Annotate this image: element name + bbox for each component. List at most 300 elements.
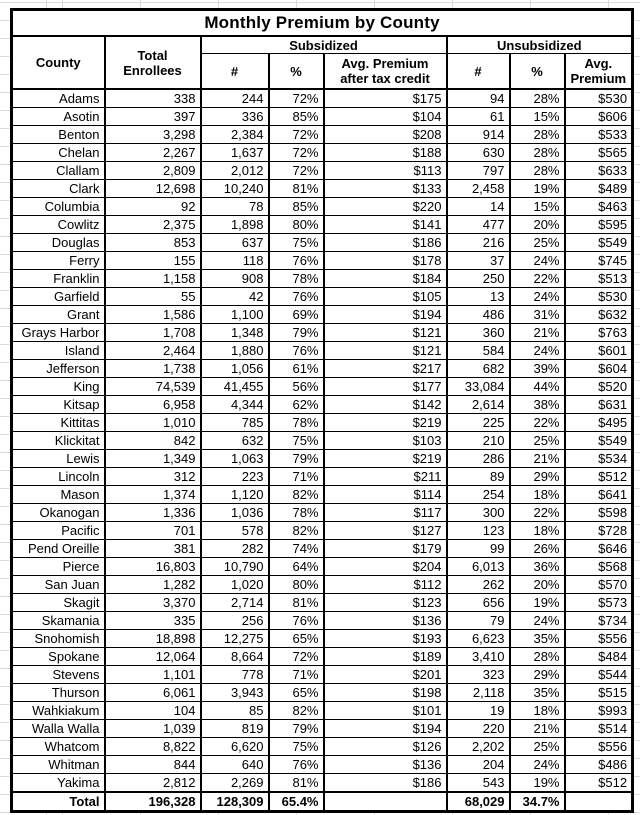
table-row — [12, 684, 633, 702]
table-row — [12, 612, 633, 630]
cell-total-enrollees: 338 — [105, 89, 201, 108]
cell-unsubsidized-pct: 25% — [510, 234, 565, 252]
cell-subsidized-avg-premium: $141 — [324, 216, 447, 234]
cell-unsubsidized-pct: 18% — [510, 702, 565, 720]
cell-county: Skagit — [12, 594, 105, 612]
cell-county: Okanogan — [12, 504, 105, 522]
cell-unsubsidized-avg-premium: $530 — [565, 288, 633, 306]
cell-subsidized-avg-premium: $179 — [324, 540, 447, 558]
cell-subsidized-avg-premium: $136 — [324, 612, 447, 630]
cell-unsubsidized-pct: 36% — [510, 558, 565, 576]
cell-total-enrollees: 1,708 — [105, 324, 201, 342]
cell-unsubsidized-pct: 29% — [510, 468, 565, 486]
cell-subsidized-avg-premium: $184 — [324, 270, 447, 288]
cell-unsubsidized-pct: 15% — [510, 198, 565, 216]
cell-subsidized-count: 8,664 — [201, 648, 269, 666]
cell-subsidized-pct: 72% — [269, 89, 324, 108]
cell-county: Lincoln — [12, 468, 105, 486]
cell-unsubsidized-avg-premium: $556 — [565, 738, 633, 756]
cell-unsubsidized-avg-premium: $763 — [565, 324, 633, 342]
cell-unsubsidized-pct: 28% — [510, 162, 565, 180]
cell-subsidized-count: 4,344 — [201, 396, 269, 414]
cell-county: Island — [12, 342, 105, 360]
cell-unsubsidized-count: 37 — [447, 252, 510, 270]
cell-total-enrollees: 18,898 — [105, 630, 201, 648]
cell-unsubsidized-count: 254 — [447, 486, 510, 504]
cell-county: Yakima — [12, 774, 105, 793]
cell-unsubsidized-pct: 18% — [510, 486, 565, 504]
cell-unsubsidized-avg-premium: $631 — [565, 396, 633, 414]
cell-county: Stevens — [12, 666, 105, 684]
cell-subsidized-pct: 71% — [269, 666, 324, 684]
cell-unsubsidized-avg-premium — [565, 792, 633, 812]
cell-subsidized-avg-premium: $126 — [324, 738, 447, 756]
cell-total-enrollees: 853 — [105, 234, 201, 252]
cell-total-enrollees: 1,586 — [105, 306, 201, 324]
cell-total-enrollees: 12,064 — [105, 648, 201, 666]
header-group-subsidized: Subsidized — [201, 36, 447, 54]
table-row — [12, 342, 633, 360]
title-row — [12, 10, 633, 37]
table-row — [12, 180, 633, 198]
cell-subsidized-pct: 79% — [269, 324, 324, 342]
table-body — [12, 89, 633, 812]
cell-unsubsidized-pct: 44% — [510, 378, 565, 396]
monthly-premium-table — [10, 8, 634, 813]
cell-subsidized-count: 1,348 — [201, 324, 269, 342]
cell-subsidized-avg-premium: $114 — [324, 486, 447, 504]
cell-county: Chelan — [12, 144, 105, 162]
cell-unsubsidized-count: 477 — [447, 216, 510, 234]
table-row — [12, 89, 633, 108]
header-subsidized-count: # — [201, 54, 269, 90]
cell-subsidized-avg-premium: $193 — [324, 630, 447, 648]
cell-county: King — [12, 378, 105, 396]
table-row — [12, 144, 633, 162]
table-title: Monthly Premium by County — [12, 10, 633, 37]
cell-total-enrollees: 92 — [105, 198, 201, 216]
table-row — [12, 594, 633, 612]
cell-unsubsidized-avg-premium: $533 — [565, 126, 633, 144]
cell-subsidized-pct: 72% — [269, 144, 324, 162]
cell-subsidized-count: 85 — [201, 702, 269, 720]
cell-unsubsidized-avg-premium: $495 — [565, 414, 633, 432]
cell-subsidized-count: 282 — [201, 540, 269, 558]
cell-unsubsidized-count: 79 — [447, 612, 510, 630]
cell-total-enrollees: 1,374 — [105, 486, 201, 504]
cell-subsidized-avg-premium: $117 — [324, 504, 447, 522]
cell-total-enrollees: 55 — [105, 288, 201, 306]
cell-unsubsidized-count: 13 — [447, 288, 510, 306]
cell-county: Pacific — [12, 522, 105, 540]
cell-subsidized-pct: 81% — [269, 774, 324, 793]
cell-unsubsidized-pct: 26% — [510, 540, 565, 558]
cell-unsubsidized-count: 300 — [447, 504, 510, 522]
cell-total-enrollees: 3,370 — [105, 594, 201, 612]
cell-subsidized-avg-premium: $177 — [324, 378, 447, 396]
cell-county: Lewis — [12, 450, 105, 468]
cell-unsubsidized-pct: 28% — [510, 89, 565, 108]
cell-county: Klickitat — [12, 432, 105, 450]
cell-unsubsidized-pct: 31% — [510, 306, 565, 324]
cell-unsubsidized-pct: 28% — [510, 126, 565, 144]
cell-total-enrollees: 1,158 — [105, 270, 201, 288]
cell-subsidized-pct: 78% — [269, 270, 324, 288]
cell-unsubsidized-avg-premium: $734 — [565, 612, 633, 630]
cell-unsubsidized-count: 61 — [447, 108, 510, 126]
table-row — [12, 324, 633, 342]
cell-subsidized-count: 10,790 — [201, 558, 269, 576]
table-row — [12, 630, 633, 648]
cell-subsidized-count: 632 — [201, 432, 269, 450]
cell-subsidized-pct: 65% — [269, 630, 324, 648]
cell-unsubsidized-avg-premium: $512 — [565, 774, 633, 793]
cell-county: Spokane — [12, 648, 105, 666]
cell-subsidized-pct: 75% — [269, 738, 324, 756]
cell-subsidized-avg-premium: $127 — [324, 522, 447, 540]
cell-unsubsidized-pct: 24% — [510, 612, 565, 630]
table-row — [12, 252, 633, 270]
cell-subsidized-avg-premium: $105 — [324, 288, 447, 306]
cell-county: Clark — [12, 180, 105, 198]
cell-subsidized-pct: 72% — [269, 126, 324, 144]
cell-unsubsidized-count: 2,202 — [447, 738, 510, 756]
cell-county: Whatcom — [12, 738, 105, 756]
table-row — [12, 486, 633, 504]
cell-county: Snohomish — [12, 630, 105, 648]
cell-unsubsidized-pct: 21% — [510, 720, 565, 738]
cell-unsubsidized-avg-premium: $520 — [565, 378, 633, 396]
cell-subsidized-count: 128,309 — [201, 792, 269, 812]
cell-subsidized-avg-premium: $204 — [324, 558, 447, 576]
cell-unsubsidized-avg-premium: $646 — [565, 540, 633, 558]
cell-county: Franklin — [12, 270, 105, 288]
cell-subsidized-count: 256 — [201, 612, 269, 630]
cell-total-enrollees: 1,738 — [105, 360, 201, 378]
cell-subsidized-count: 1,880 — [201, 342, 269, 360]
cell-unsubsidized-count: 2,118 — [447, 684, 510, 702]
cell-unsubsidized-pct: 24% — [510, 342, 565, 360]
cell-unsubsidized-count: 250 — [447, 270, 510, 288]
cell-subsidized-count: 1,056 — [201, 360, 269, 378]
cell-unsubsidized-pct: 34.7% — [510, 792, 565, 812]
table-row — [12, 162, 633, 180]
cell-subsidized-avg-premium: $219 — [324, 414, 447, 432]
cell-subsidized-pct: 65.4% — [269, 792, 324, 812]
cell-subsidized-pct: 80% — [269, 576, 324, 594]
cell-unsubsidized-count: 360 — [447, 324, 510, 342]
cell-subsidized-count: 640 — [201, 756, 269, 774]
table-row — [12, 450, 633, 468]
cell-subsidized-pct: 64% — [269, 558, 324, 576]
cell-subsidized-count: 3,943 — [201, 684, 269, 702]
cell-subsidized-pct: 75% — [269, 432, 324, 450]
cell-subsidized-pct: 71% — [269, 468, 324, 486]
cell-subsidized-pct: 76% — [269, 612, 324, 630]
cell-subsidized-avg-premium — [324, 792, 447, 812]
cell-unsubsidized-pct: 29% — [510, 666, 565, 684]
cell-subsidized-count: 12,275 — [201, 630, 269, 648]
cell-unsubsidized-avg-premium: $513 — [565, 270, 633, 288]
cell-subsidized-count: 819 — [201, 720, 269, 738]
cell-total-enrollees: 381 — [105, 540, 201, 558]
table-row — [12, 666, 633, 684]
cell-subsidized-avg-premium: $219 — [324, 450, 447, 468]
cell-subsidized-count: 78 — [201, 198, 269, 216]
cell-total-enrollees: 16,803 — [105, 558, 201, 576]
cell-unsubsidized-avg-premium: $530 — [565, 89, 633, 108]
table-row — [12, 558, 633, 576]
cell-subsidized-pct: 82% — [269, 522, 324, 540]
cell-unsubsidized-count: 630 — [447, 144, 510, 162]
cell-unsubsidized-count: 914 — [447, 126, 510, 144]
table-row — [12, 738, 633, 756]
cell-unsubsidized-avg-premium: $573 — [565, 594, 633, 612]
cell-total-enrollees: 2,464 — [105, 342, 201, 360]
header-unsubsidized-pct: % — [510, 54, 565, 90]
cell-county: Walla Walla — [12, 720, 105, 738]
cell-subsidized-avg-premium: $123 — [324, 594, 447, 612]
cell-unsubsidized-count: 210 — [447, 432, 510, 450]
cell-subsidized-count: 1,637 — [201, 144, 269, 162]
cell-subsidized-avg-premium: $194 — [324, 720, 447, 738]
table-row — [12, 702, 633, 720]
cell-unsubsidized-count: 682 — [447, 360, 510, 378]
cell-subsidized-count: 1,036 — [201, 504, 269, 522]
cell-unsubsidized-pct: 20% — [510, 576, 565, 594]
cell-subsidized-avg-premium: $198 — [324, 684, 447, 702]
cell-subsidized-pct: 72% — [269, 162, 324, 180]
cell-unsubsidized-count: 123 — [447, 522, 510, 540]
table-row — [12, 234, 633, 252]
cell-total-enrollees: 12,698 — [105, 180, 201, 198]
cell-subsidized-count: 42 — [201, 288, 269, 306]
cell-subsidized-avg-premium: $175 — [324, 89, 447, 108]
cell-unsubsidized-avg-premium: $601 — [565, 342, 633, 360]
cell-county: Benton — [12, 126, 105, 144]
cell-total-enrollees: 842 — [105, 432, 201, 450]
cell-subsidized-count: 244 — [201, 89, 269, 108]
cell-unsubsidized-avg-premium: $515 — [565, 684, 633, 702]
cell-subsidized-count: 1,020 — [201, 576, 269, 594]
cell-subsidized-count: 1,063 — [201, 450, 269, 468]
cell-total-enrollees: 3,298 — [105, 126, 201, 144]
cell-subsidized-pct: 82% — [269, 702, 324, 720]
cell-unsubsidized-pct: 35% — [510, 630, 565, 648]
cell-total-enrollees: 397 — [105, 108, 201, 126]
cell-unsubsidized-count: 204 — [447, 756, 510, 774]
cell-county: Kitsap — [12, 396, 105, 414]
table-header — [12, 10, 633, 90]
table-row — [12, 468, 633, 486]
cell-total-enrollees: 2,375 — [105, 216, 201, 234]
table-row — [12, 648, 633, 666]
cell-unsubsidized-count: 94 — [447, 89, 510, 108]
cell-subsidized-count: 578 — [201, 522, 269, 540]
cell-county: Pierce — [12, 558, 105, 576]
cell-unsubsidized-pct: 19% — [510, 180, 565, 198]
cell-subsidized-pct: 81% — [269, 594, 324, 612]
cell-county: Grant — [12, 306, 105, 324]
cell-subsidized-count: 2,269 — [201, 774, 269, 793]
cell-county: Grays Harbor — [12, 324, 105, 342]
table-row — [12, 270, 633, 288]
cell-unsubsidized-avg-premium: $993 — [565, 702, 633, 720]
cell-unsubsidized-pct: 25% — [510, 738, 565, 756]
table-row — [12, 756, 633, 774]
total-row — [12, 792, 633, 812]
cell-subsidized-pct: 74% — [269, 540, 324, 558]
cell-unsubsidized-count: 14 — [447, 198, 510, 216]
cell-unsubsidized-pct: 38% — [510, 396, 565, 414]
cell-unsubsidized-avg-premium: $549 — [565, 234, 633, 252]
cell-unsubsidized-avg-premium: $489 — [565, 180, 633, 198]
cell-unsubsidized-count: 19 — [447, 702, 510, 720]
cell-subsidized-pct: 62% — [269, 396, 324, 414]
cell-total-enrollees: 6,958 — [105, 396, 201, 414]
cell-subsidized-count: 1,100 — [201, 306, 269, 324]
cell-unsubsidized-pct: 22% — [510, 414, 565, 432]
cell-total-enrollees: 2,809 — [105, 162, 201, 180]
cell-county: Whitman — [12, 756, 105, 774]
cell-total-enrollees: 2,267 — [105, 144, 201, 162]
cell-subsidized-pct: 76% — [269, 342, 324, 360]
cell-county: Garfield — [12, 288, 105, 306]
cell-unsubsidized-pct: 15% — [510, 108, 565, 126]
cell-unsubsidized-avg-premium: $606 — [565, 108, 633, 126]
cell-subsidized-pct: 65% — [269, 684, 324, 702]
cell-subsidized-count: 336 — [201, 108, 269, 126]
cell-total-enrollees: 104 — [105, 702, 201, 720]
cell-unsubsidized-pct: 39% — [510, 360, 565, 378]
cell-unsubsidized-pct: 24% — [510, 756, 565, 774]
header-unsubsidized-count: # — [447, 54, 510, 90]
group-header-row — [12, 36, 633, 54]
header-subsidized-pct: % — [269, 54, 324, 90]
cell-subsidized-avg-premium: $201 — [324, 666, 447, 684]
cell-subsidized-count: 2,012 — [201, 162, 269, 180]
cell-subsidized-avg-premium: $121 — [324, 342, 447, 360]
cell-unsubsidized-avg-premium: $570 — [565, 576, 633, 594]
cell-subsidized-pct: 85% — [269, 198, 324, 216]
cell-unsubsidized-avg-premium: $514 — [565, 720, 633, 738]
cell-subsidized-avg-premium: $194 — [324, 306, 447, 324]
cell-total-enrollees: 74,539 — [105, 378, 201, 396]
cell-unsubsidized-pct: 35% — [510, 684, 565, 702]
cell-subsidized-count: 785 — [201, 414, 269, 432]
cell-unsubsidized-pct: 24% — [510, 252, 565, 270]
cell-subsidized-count: 118 — [201, 252, 269, 270]
cell-unsubsidized-pct: 22% — [510, 504, 565, 522]
cell-total-enrollees: 2,812 — [105, 774, 201, 793]
cell-subsidized-avg-premium: $220 — [324, 198, 447, 216]
cell-subsidized-pct: 69% — [269, 306, 324, 324]
cell-unsubsidized-count: 2,458 — [447, 180, 510, 198]
cell-subsidized-pct: 80% — [269, 216, 324, 234]
cell-subsidized-pct: 56% — [269, 378, 324, 396]
cell-subsidized-pct: 79% — [269, 450, 324, 468]
cell-unsubsidized-avg-premium: $595 — [565, 216, 633, 234]
cell-subsidized-count: 41,455 — [201, 378, 269, 396]
cell-county: Wahkiakum — [12, 702, 105, 720]
cell-subsidized-avg-premium: $178 — [324, 252, 447, 270]
table-row — [12, 216, 633, 234]
cell-unsubsidized-pct: 24% — [510, 288, 565, 306]
table-row — [12, 414, 633, 432]
cell-unsubsidized-count: 3,410 — [447, 648, 510, 666]
table-row — [12, 360, 633, 378]
cell-subsidized-avg-premium: $188 — [324, 144, 447, 162]
table-row — [12, 504, 633, 522]
cell-subsidized-avg-premium: $217 — [324, 360, 447, 378]
cell-subsidized-avg-premium: $142 — [324, 396, 447, 414]
cell-unsubsidized-avg-premium: $568 — [565, 558, 633, 576]
cell-unsubsidized-count: 33,084 — [447, 378, 510, 396]
cell-county: Mason — [12, 486, 105, 504]
cell-subsidized-pct: 76% — [269, 252, 324, 270]
cell-total-enrollees: 1,101 — [105, 666, 201, 684]
cell-total-enrollees: 8,822 — [105, 738, 201, 756]
cell-subsidized-pct: 82% — [269, 486, 324, 504]
cell-unsubsidized-avg-premium: $632 — [565, 306, 633, 324]
cell-unsubsidized-count: 797 — [447, 162, 510, 180]
table-row — [12, 720, 633, 738]
cell-county: Cowlitz — [12, 216, 105, 234]
cell-subsidized-pct: 78% — [269, 504, 324, 522]
table-row — [12, 108, 633, 126]
table-row — [12, 774, 633, 793]
cell-subsidized-pct: 76% — [269, 756, 324, 774]
table-row — [12, 522, 633, 540]
cell-unsubsidized-count: 584 — [447, 342, 510, 360]
cell-subsidized-avg-premium: $186 — [324, 234, 447, 252]
cell-subsidized-avg-premium: $113 — [324, 162, 447, 180]
cell-subsidized-avg-premium: $121 — [324, 324, 447, 342]
cell-total-enrollees: 1,282 — [105, 576, 201, 594]
cell-unsubsidized-avg-premium: $604 — [565, 360, 633, 378]
cell-unsubsidized-avg-premium: $565 — [565, 144, 633, 162]
table-row — [12, 198, 633, 216]
cell-county: Thurson — [12, 684, 105, 702]
cell-subsidized-pct: 72% — [269, 648, 324, 666]
cell-subsidized-pct: 78% — [269, 414, 324, 432]
cell-subsidized-pct: 76% — [269, 288, 324, 306]
cell-subsidized-avg-premium: $186 — [324, 774, 447, 793]
cell-subsidized-avg-premium: $101 — [324, 702, 447, 720]
table-row — [12, 576, 633, 594]
cell-county: Total — [12, 792, 105, 812]
cell-unsubsidized-avg-premium: $556 — [565, 630, 633, 648]
cell-unsubsidized-count: 216 — [447, 234, 510, 252]
cell-unsubsidized-pct: 28% — [510, 144, 565, 162]
cell-county: Clallam — [12, 162, 105, 180]
cell-unsubsidized-avg-premium: $633 — [565, 162, 633, 180]
cell-total-enrollees: 844 — [105, 756, 201, 774]
cell-unsubsidized-count: 89 — [447, 468, 510, 486]
cell-unsubsidized-count: 68,029 — [447, 792, 510, 812]
cell-subsidized-pct: 81% — [269, 180, 324, 198]
cell-subsidized-count: 6,620 — [201, 738, 269, 756]
cell-total-enrollees: 155 — [105, 252, 201, 270]
cell-subsidized-count: 1,898 — [201, 216, 269, 234]
cell-unsubsidized-avg-premium: $549 — [565, 432, 633, 450]
cell-county: Jefferson — [12, 360, 105, 378]
cell-subsidized-count: 223 — [201, 468, 269, 486]
cell-unsubsidized-avg-premium: $641 — [565, 486, 633, 504]
cell-subsidized-count: 2,714 — [201, 594, 269, 612]
cell-subsidized-avg-premium: $104 — [324, 108, 447, 126]
cell-county: Pend Oreille — [12, 540, 105, 558]
